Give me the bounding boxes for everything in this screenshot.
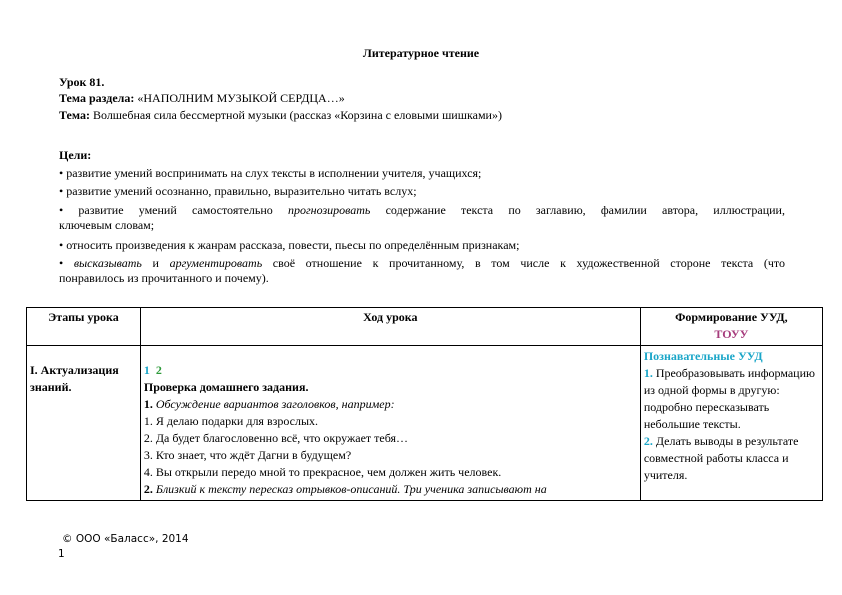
section-value: «НАПОЛНИМ МУЗЫКОЙ СЕРДЦА…» [137,91,345,105]
goal-4: • относить произведения к жанрам рассказа, повести, пьесы по определённым признакам; [59,238,520,252]
page-number: 1 [58,548,65,560]
uud-title: Познавательные УУД [643,349,763,363]
course-item-2-num: 2. [143,482,153,496]
uud-item-1 [644,365,819,433]
course-content [144,348,637,498]
course-item-1 [144,396,637,413]
goal-5-a: • [59,256,74,270]
goals-label: Цели: [59,148,92,162]
uud-item-2 [644,433,819,484]
stage-cell [27,346,141,501]
uud-cell [640,346,822,501]
slide-number-1: 1 [143,363,150,377]
header-uud-text: Формирование УУД, [675,310,788,324]
topic-label: Тема: [59,108,90,122]
goal-5-d: аргументировать [169,256,263,270]
table-header-row [27,308,823,346]
section-line [59,91,345,106]
slide-numbers [144,362,637,379]
header-uud [640,308,822,346]
copyright: © ООО «Баласс», 2014 [62,533,189,545]
goal-3-line-2: ключевым словам; [59,218,155,232]
course-cell [140,346,640,501]
goal-3 [59,203,785,233]
goal-5-line-1 [59,256,785,271]
homework-check-title: Проверка домашнего задания. [143,380,309,394]
goal-3-c: содержание текста по заглавию, фамилии автора, иллюстрации, [370,203,785,217]
header-stages: Этапы урока [27,308,141,346]
goal-5-c: и [141,256,170,270]
section-label: Тема раздела: [59,91,135,105]
goal-5 [59,256,785,286]
title-variant-2: 2. Да будет благословенно всё, что окружает тебя… [143,431,409,445]
goal-3-b: прогнозировать [287,203,371,217]
table-row [27,346,823,501]
goal-5-line-2: понравилось из прочитанного и почему). [59,271,269,285]
goals-label-line [59,148,91,163]
goal-1: • развитие умений воспринимать на слух тексты в исполнении учителя, учащихся; [59,166,482,180]
title-variant-3: 3. Кто знает, что ждёт Дагни в будущем? [143,448,352,462]
uud-item-2-num: 2. [643,434,653,448]
course-item-2-text: Близкий к тексту пересказ отрывков-описаний. Три ученика записывают на [155,482,547,496]
lesson-number [59,75,104,90]
title-variant-1: 1. Я делаю подарки для взрослых. [143,414,319,428]
page-title: Литературное чтение [362,46,480,60]
course-item-1-text: Обсуждение вариантов заголовков, например: [155,397,395,411]
header-course: Ход урока [140,308,640,346]
topic-line [59,108,502,123]
goal-3-line-1 [59,203,785,218]
goal-2: • развитие умений осознанно, правильно, выразительно читать вслух; [59,184,417,198]
course-item-1-num: 1. [143,397,153,411]
stage-name: I. Актуализация знаний. [30,363,119,394]
goal-5-b: высказывать [73,256,142,270]
header-touu: ТОУУ [714,327,749,341]
lesson-number-text: Урок 81. [59,75,105,89]
uud-item-1-text: Преобразовывать информацию из одной формы в другую: подробно пересказывать небольшие тексты. [643,366,815,431]
goal-3-a: • развитие умений самостоятельно [59,203,288,217]
course-item-2 [144,481,637,498]
uud-item-2-text: Делать выводы в результате совместной работы класса и учителя. [643,434,799,482]
goal-5-e: своё отношение к прочитанному, в том числе к художественной стороне текста (что [262,256,786,270]
lesson-table [26,307,823,501]
uud-item-1-num: 1. [643,366,653,380]
title-variant-4: 4. Вы открыли передо мной то прекрасное, чем должен жить человек. [143,465,502,479]
slide-number-2: 2 [155,363,162,377]
topic-value: Волшебная сила бессмертной музыки (рассказ «Корзина с еловыми шишками») [92,108,502,122]
